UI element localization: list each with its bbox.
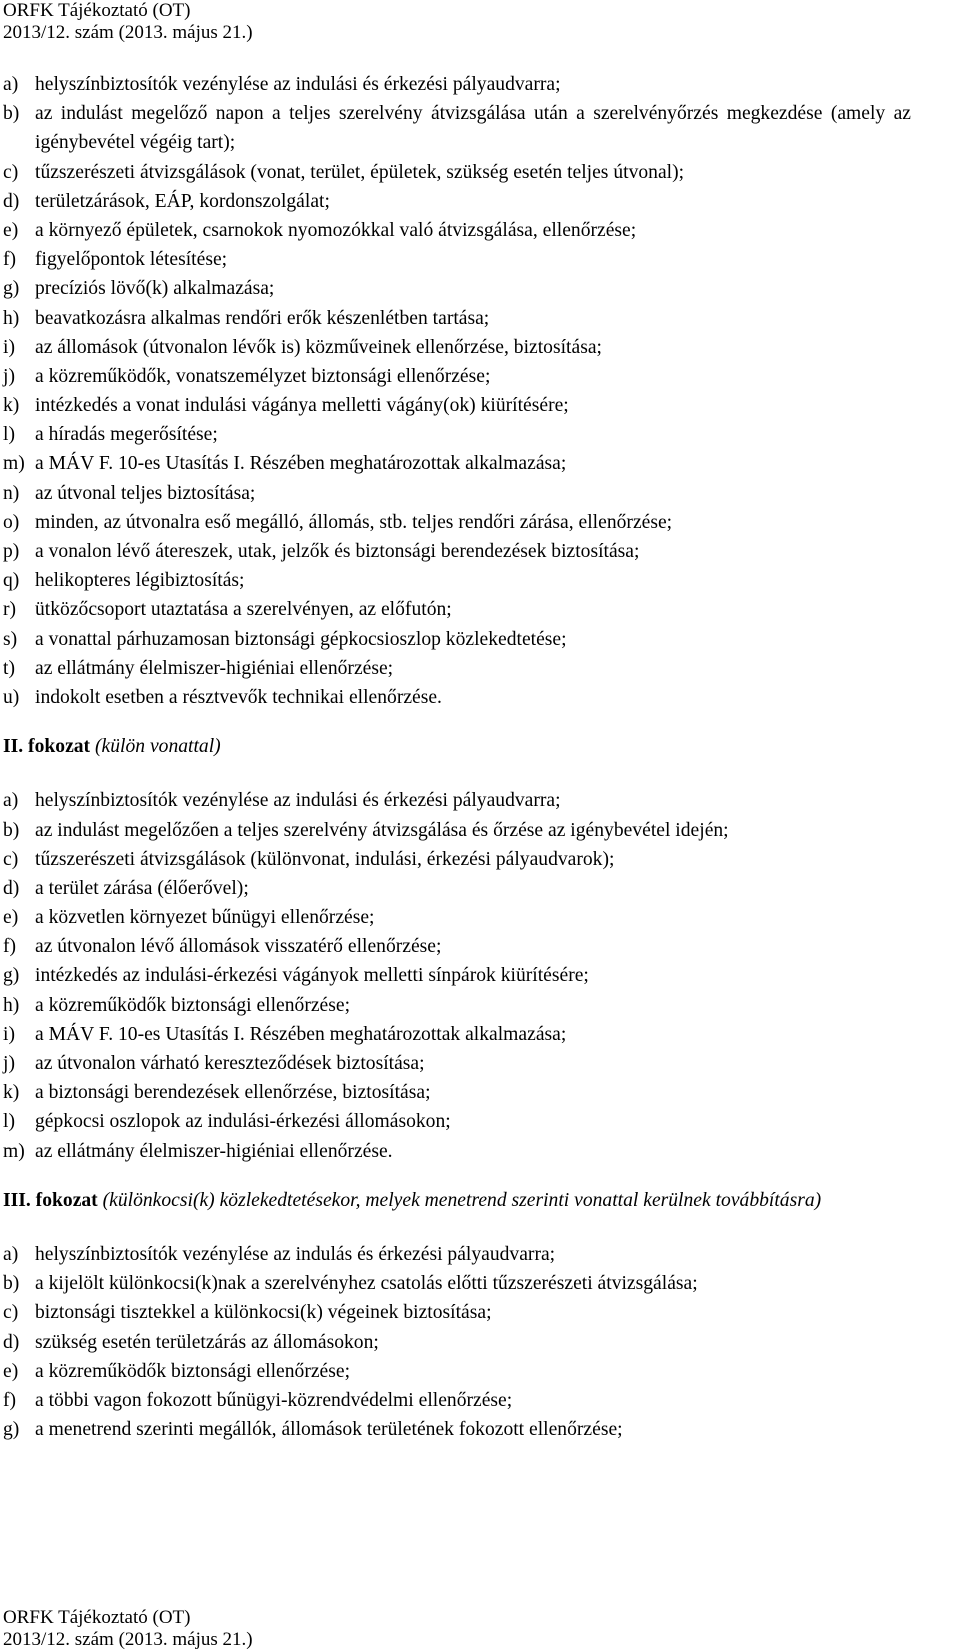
item-text: a menetrend szerinti megállók, állomások területének fokozott ellenőrzése; bbox=[35, 1419, 623, 1441]
item-label: o) bbox=[3, 511, 20, 533]
list-item bbox=[3, 1078, 911, 1107]
item-label: n) bbox=[3, 482, 20, 504]
list-level-1 bbox=[3, 70, 911, 712]
item-text: helyszínbiztosítók vezénylése az indulás és érkezési pályaudvarra; bbox=[35, 1244, 556, 1265]
list-item bbox=[3, 654, 911, 683]
item-label: d) bbox=[3, 190, 20, 212]
item-text: intézkedés a vonat indulási vágánya melletti vágány(ok) kiürítésére; bbox=[35, 395, 569, 417]
list-item bbox=[3, 1328, 911, 1357]
item-text: a MÁV F. 10-es Utasítás I. Részében meghatározottak alkalmazása; bbox=[35, 453, 567, 475]
item-label: u) bbox=[3, 686, 20, 708]
item-label: j) bbox=[3, 1053, 15, 1075]
header-title: ORFK Tájékoztató (OT) bbox=[3, 0, 191, 21]
item-label: i) bbox=[3, 336, 15, 358]
item-text: az ellátmány élelmiszer-higiéniai ellenőrzése; bbox=[35, 657, 394, 679]
item-label: a) bbox=[3, 74, 19, 95]
item-label: h) bbox=[3, 307, 20, 329]
item-text: a MÁV F. 10-es Utasítás I. Részében meghatározottak alkalmazása; bbox=[35, 1023, 567, 1045]
item-text: helyszínbiztosítók vezénylése az indulási és érkezési pályaudvarra; bbox=[35, 74, 561, 95]
item-label: e) bbox=[3, 1360, 19, 1382]
section-title: II. fokozat bbox=[3, 736, 91, 758]
item-label: q) bbox=[3, 570, 20, 592]
item-label: e) bbox=[3, 907, 19, 929]
list-item bbox=[3, 816, 911, 845]
item-text: területzárások, EÁP, kordonszolgálat; bbox=[35, 190, 330, 212]
list-item bbox=[3, 1386, 911, 1415]
item-label: e) bbox=[3, 219, 19, 241]
item-text: figyelőpontok létesítése; bbox=[35, 249, 228, 271]
item-label: l) bbox=[3, 1111, 15, 1133]
item-text: a kijelölt különkocsi(k)nak a szerelvényhez csatolás előtti tűzszerészeti átvizsgálása; bbox=[35, 1273, 698, 1295]
list-item bbox=[3, 304, 911, 333]
item-text: biztonsági tisztekkel a különkocsi(k) végeinek biztosítása; bbox=[35, 1302, 492, 1324]
list-item bbox=[3, 903, 911, 932]
item-label: i) bbox=[3, 1023, 15, 1045]
item-text: ütközőcsoport utaztatása a szerelvényen, az előfutón; bbox=[35, 599, 452, 621]
item-label: m) bbox=[3, 1140, 25, 1162]
item-text: a vonattal párhuzamosan biztonsági gépkocsioszlop közlekedtetése; bbox=[35, 628, 567, 650]
item-text: a terület zárása (élőerővel); bbox=[35, 877, 249, 899]
item-text: az állomások (útvonalon lévők is) közműveinek ellenőrzése, biztosítása; bbox=[35, 336, 602, 358]
item-text: a vonalon lévő átereszek, utak, jelzők és biztonsági berendezések biztosítása; bbox=[35, 541, 640, 563]
list-item bbox=[3, 1137, 911, 1166]
list-item bbox=[3, 70, 911, 99]
list-item bbox=[3, 420, 911, 449]
list-item bbox=[3, 449, 911, 478]
item-text: a közreműködők biztonsági ellenőrzése; bbox=[35, 1360, 351, 1382]
list-item bbox=[3, 333, 911, 362]
list-item bbox=[3, 683, 911, 712]
footer-title: ORFK Tájékoztató (OT) bbox=[3, 1607, 191, 1628]
item-text: az útvonalon várható kereszteződések biztosítása; bbox=[35, 1053, 425, 1075]
item-label: t) bbox=[3, 657, 15, 679]
item-label: k) bbox=[3, 1082, 20, 1104]
item-label: a) bbox=[3, 790, 19, 812]
item-text: helikopteres légibiztosítás; bbox=[35, 570, 245, 592]
footer-issue: 2013/12. szám (2013. május 21.) bbox=[3, 1629, 253, 1650]
list-item bbox=[3, 961, 911, 990]
item-label: h) bbox=[3, 994, 20, 1016]
list-item bbox=[3, 845, 911, 874]
list-item bbox=[3, 625, 911, 654]
item-label: f) bbox=[3, 936, 17, 958]
section-subtitle: (külön vonattal) bbox=[95, 736, 221, 758]
list-item bbox=[3, 391, 911, 420]
item-label: r) bbox=[3, 599, 17, 621]
document-body bbox=[3, 70, 911, 1444]
item-text: indokolt esetben a résztvevők technikai ellenőrzése. bbox=[35, 686, 442, 708]
item-label: c) bbox=[3, 848, 19, 870]
list-item bbox=[3, 1298, 911, 1327]
item-label: m) bbox=[3, 453, 25, 475]
list-item bbox=[3, 991, 911, 1020]
list-item bbox=[3, 158, 911, 187]
section-subtitle: (különkocsi(k) közlekedtetésekor, melyek menetrend szerinti vonattal kerülnek továbbításra) bbox=[102, 1189, 822, 1211]
item-label: c) bbox=[3, 1302, 19, 1324]
item-label: d) bbox=[3, 877, 20, 899]
item-label: b) bbox=[3, 103, 20, 125]
item-text: a biztonsági berendezések ellenőrzése, biztosítása; bbox=[35, 1082, 431, 1104]
item-label: g) bbox=[3, 965, 20, 987]
item-label: l) bbox=[3, 424, 15, 446]
item-label: s) bbox=[3, 628, 18, 650]
list-item bbox=[3, 1269, 911, 1298]
item-text: minden, az útvonalra eső megálló, állomás, stb. teljes rendőri zárása, ellenőrzése; bbox=[35, 511, 673, 533]
list-item bbox=[3, 216, 911, 245]
item-text: a környező épületek, csarnokok nyomozókkal való átvizsgálása, ellenőrzése; bbox=[35, 219, 637, 241]
item-text: tűzszerészeti átvizsgálások (vonat, terület, épületek, szükség esetén teljes útvonal); bbox=[35, 161, 685, 183]
item-text: a közreműködők biztonsági ellenőrzése; bbox=[35, 994, 351, 1016]
item-text: az ellátmány élelmiszer-higiéniai ellenőrzése. bbox=[35, 1140, 393, 1162]
item-text: az útvonalon lévő állomások visszatérő ellenőrzése; bbox=[35, 936, 442, 958]
item-text: helyszínbiztosítók vezénylése az indulási és érkezési pályaudvarra; bbox=[35, 790, 561, 812]
item-label: f) bbox=[3, 249, 17, 271]
section-heading-2 bbox=[3, 732, 911, 761]
list-item bbox=[3, 245, 911, 274]
item-text: a közreműködők, vonatszemélyzet biztonsági ellenőrzése; bbox=[35, 365, 491, 387]
item-label: g) bbox=[3, 278, 20, 300]
item-text: a többi vagon fokozott bűnügyi-közrendvédelmi ellenőrzése; bbox=[35, 1389, 513, 1411]
item-text: az indulást megelőzően a teljes szerelvény átvizsgálása és őrzése az igénybevétel idején; bbox=[35, 819, 729, 841]
list-level-2 bbox=[3, 786, 911, 1165]
item-text: beavatkozásra alkalmas rendőri erők készenlétben tartása; bbox=[35, 307, 490, 329]
item-text: tűzszerészeti átvizsgálások (különvonat, indulási, érkezési pályaudvarok); bbox=[35, 848, 615, 870]
list-item bbox=[3, 362, 911, 391]
list-item bbox=[3, 479, 911, 508]
item-label: f) bbox=[3, 1389, 17, 1411]
item-text: a híradás megerősítése; bbox=[35, 424, 218, 446]
item-text: precíziós lövő(k) alkalmazása; bbox=[35, 278, 275, 300]
item-label: d) bbox=[3, 1331, 20, 1353]
list-item bbox=[3, 1049, 911, 1078]
item-label: b) bbox=[3, 1273, 20, 1295]
list-item bbox=[3, 274, 911, 303]
list-item bbox=[3, 595, 911, 624]
section-title: III. fokozat bbox=[3, 1189, 98, 1211]
item-label: p) bbox=[3, 541, 20, 563]
list-item bbox=[3, 1240, 911, 1269]
list-item bbox=[3, 1415, 911, 1444]
item-text: gépkocsi oszlopok az indulási-érkezési állomásokon; bbox=[35, 1111, 451, 1133]
item-label: b) bbox=[3, 819, 20, 841]
item-label: g) bbox=[3, 1419, 20, 1441]
page-footer bbox=[3, 1607, 253, 1651]
list-item bbox=[3, 508, 911, 537]
list-item bbox=[3, 932, 911, 961]
item-label: k) bbox=[3, 395, 20, 417]
header-issue: 2013/12. szám (2013. május 21.) bbox=[3, 22, 253, 43]
item-text: az útvonal teljes biztosítása; bbox=[35, 482, 256, 504]
item-text: szükség esetén területzárás az állomásokon; bbox=[35, 1331, 379, 1353]
list-item bbox=[3, 537, 911, 566]
list-item bbox=[3, 1357, 911, 1386]
list-level-3 bbox=[3, 1240, 911, 1444]
item-label: a) bbox=[3, 1244, 19, 1265]
list-item bbox=[3, 1107, 911, 1136]
item-label: j) bbox=[3, 365, 15, 387]
list-item bbox=[3, 566, 911, 595]
list-item bbox=[3, 786, 911, 815]
section-heading-3 bbox=[3, 1186, 911, 1215]
item-text: az indulást megelőző napon a teljes szerelvény átvizsgálása után a szerelvényőrzés megkezdése (amely az igénybevétel végéig tart); bbox=[35, 103, 911, 154]
item-text: intézkedés az indulási-érkezési vágányok melletti sínpárok kiürítésére; bbox=[35, 965, 589, 987]
list-item bbox=[3, 874, 911, 903]
item-label: c) bbox=[3, 161, 19, 183]
list-item bbox=[3, 187, 911, 216]
item-text: a közvetlen környezet bűnügyi ellenőrzése; bbox=[35, 907, 375, 929]
page-header bbox=[3, 0, 253, 44]
list-item bbox=[3, 99, 911, 157]
list-item bbox=[3, 1020, 911, 1049]
